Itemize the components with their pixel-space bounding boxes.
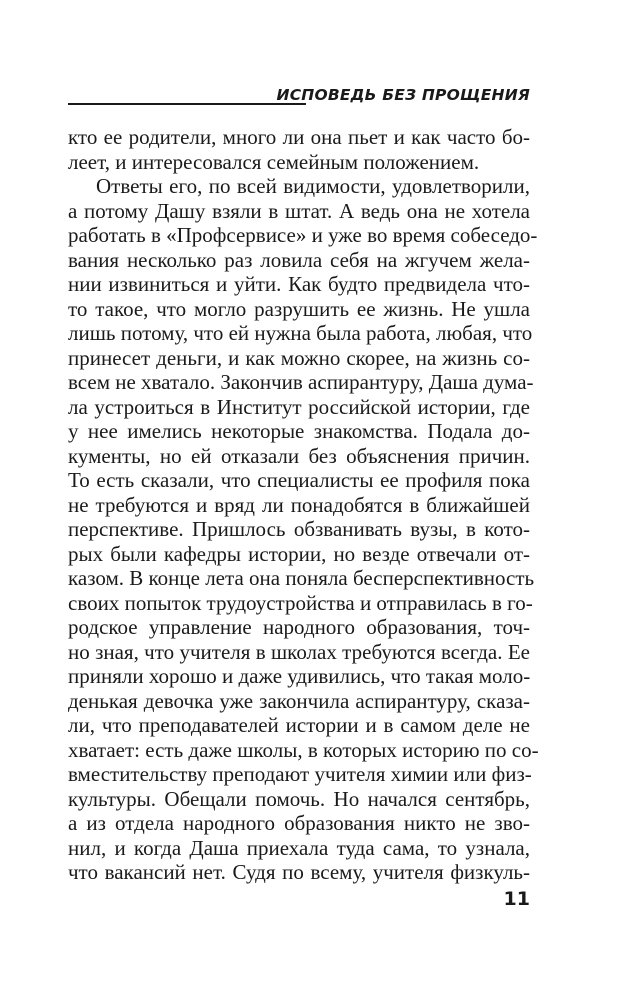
text-line: родское управление народного образования, точ- xyxy=(68,615,530,639)
text-line: ла устроиться в Институт российской истории, где xyxy=(68,394,530,419)
header-rule xyxy=(68,103,306,105)
text-line: культуры. Обещали помочь. Но начался сентябрь, xyxy=(68,786,530,811)
text-line: То есть сказали, что специалисты ее профиля пока xyxy=(68,468,530,492)
text-line: работать в «Профсервисе» и уже во время собеседо- xyxy=(68,223,538,247)
text-line: а потому Дашу взяли в штат. А ведь она не хотела xyxy=(68,198,530,223)
text-line: денькая девочка уже закончила аспирантуру, сказа- xyxy=(68,688,530,713)
text-line: кто ее родители, много ли она пьет и как часто бо- xyxy=(68,125,530,149)
page-number: 11 xyxy=(503,888,530,910)
text-line: кументы, но ей отказали без объяснения причин. xyxy=(68,443,530,468)
text-line: принесет деньги, и как можно скорее, на жизнь со- xyxy=(68,345,530,370)
text-line: леет, и интересовался семейным положением. xyxy=(68,149,480,174)
text-line: приняли хорошо и даже удивились, что такая моло- xyxy=(68,664,531,688)
text-line: не требуются и вряд ли понадобятся в ближайшей xyxy=(68,492,530,517)
text-line: казом. В конце лета она поняла бесперспективность xyxy=(68,566,535,590)
text-line: что вакансий нет. Судя по всему, учителя физкуль- xyxy=(68,860,530,884)
text-line: всем не хватало. Закончив аспирантуру, Даша дума- xyxy=(68,370,534,394)
text-line: нил, и когда Даша приехала туда сама, то узнала, xyxy=(68,835,530,860)
text-line: но зная, что учителя в школах требуются всегда. Ее xyxy=(68,639,530,664)
text-line: своих попыток трудоустройства и отправилась в го- xyxy=(68,590,533,615)
text-line: лишь потому, что ей нужна была работа, любая, что xyxy=(68,321,533,345)
text-line: перспективе. Пришлось обзванивать вузы, в кото- xyxy=(68,517,530,541)
text-line: рых были кафедры истории, но везде отвечали от- xyxy=(68,541,530,566)
text-line: ли, что преподавателей истории и в самом деле не xyxy=(68,713,530,737)
text-line: вместительству преподают учителя химии или физ- xyxy=(68,762,532,786)
running-header xyxy=(68,86,530,110)
running-title: ИСПОВЕДЬ БЕЗ ПРОЩЕНИЯ xyxy=(276,86,530,104)
text-line: Ответы его, по всей видимости, удовлетворили, xyxy=(96,174,530,198)
page-text xyxy=(68,125,539,885)
text-line: у нее имелись некоторые знакомства. Подала до- xyxy=(68,419,530,443)
text-line: хватает: есть даже школы, в которых историю по со- xyxy=(68,737,539,762)
text-line: то такое, что могло разрушить ее жизнь. Не ушла xyxy=(68,296,530,321)
text-line: вания несколько раз ловила себя на жгучем жела- xyxy=(68,247,530,272)
text-line: нии извиниться и уйти. Как будто предвидела что- xyxy=(68,272,530,296)
text-line: а из отдела народного образования никто не зво- xyxy=(68,811,530,835)
